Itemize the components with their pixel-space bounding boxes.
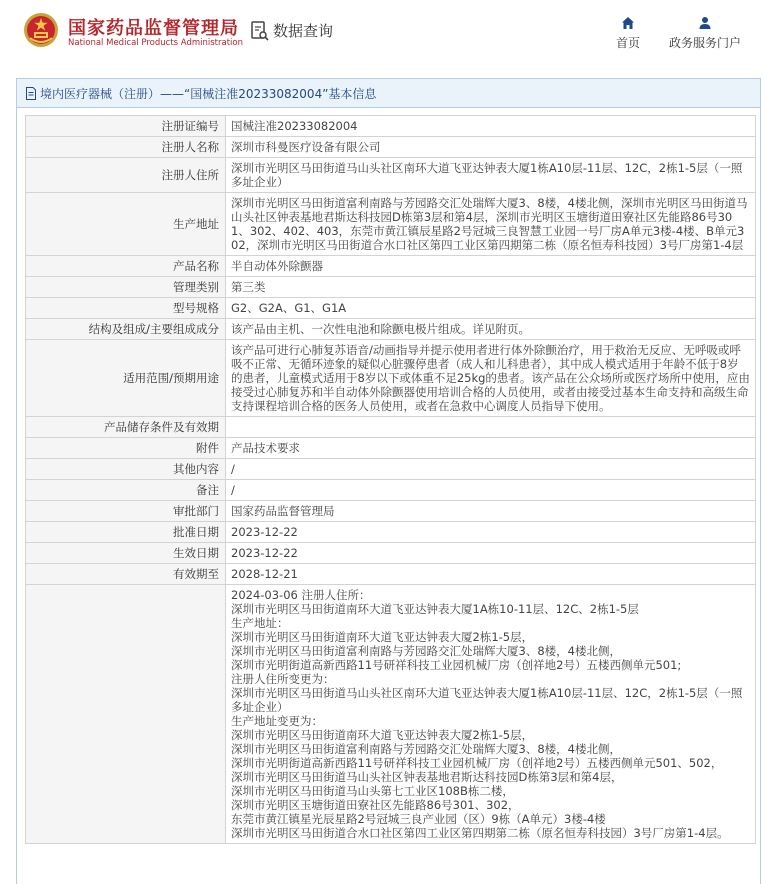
field-label: 型号规格	[26, 298, 226, 319]
breadcrumb-text: 境内医疗器械（注册）——“国械注准20233082004”基本信息	[40, 86, 377, 101]
breadcrumb	[17, 79, 760, 108]
table-row	[26, 158, 756, 193]
field-label: 备注	[26, 480, 226, 501]
table-row	[26, 298, 756, 319]
field-value: 第三类	[226, 277, 756, 298]
nav-service-portal[interactable]	[666, 16, 744, 51]
field-label: 附件	[26, 438, 226, 459]
field-value: 深圳市光明区马田街道马山头社区南环大道飞亚达钟表大厦1栋A10层-11层、12C，2栋1-5层（一照多址企业）	[226, 158, 756, 193]
field-label: 结构及组成/主要组成成分	[26, 319, 226, 340]
table-row	[26, 340, 756, 417]
detail-panel	[16, 78, 761, 884]
field-label: 有效期至	[26, 564, 226, 585]
field-label: 适用范围/预期用途	[26, 340, 226, 417]
field-label: 注册人住所	[26, 158, 226, 193]
table-row	[26, 319, 756, 340]
data-query-link[interactable]	[251, 20, 333, 41]
site-subtitle: National Medical Products Administration	[68, 38, 243, 48]
table-row	[26, 193, 756, 256]
field-label: 产品储存条件及有效期	[26, 417, 226, 438]
site-header	[0, 0, 763, 64]
table-row	[26, 277, 756, 298]
field-label: 批准日期	[26, 522, 226, 543]
table-row	[26, 585, 756, 844]
field-value	[226, 417, 756, 438]
nav-home-label: 首页	[615, 36, 640, 50]
field-value: 深圳市光明区马田街道富利南路与芳园路交汇处瑞辉大厦3、8楼，4楼北侧，深圳市光明区马田街道马山头社区钟表基地君斯达科技园D栋第3层和第4层，深圳市光明区玉塘街道田寮社区先能路86号301、302、402、403，东莞市黄江镇辰星路2号冠城三良智慧工业园一号厂房A单元3楼-4楼、B单元302，深圳市光明区马田街道合水口社区第四工业区第四期第二栋（原名恒寿科技园）3号厂房第1-4层	[226, 193, 756, 256]
field-value: /	[226, 480, 756, 501]
field-label: 管理类别	[26, 277, 226, 298]
field-value: 该产品可进行心肺复苏语音/动画指导并提示使用者进行体外除颤治疗，用于救治无反应、无呼吸或呼吸不正常、无循环迹象的疑似心脏骤停患者（成人和儿科患者），其中成人模式适用于年龄不低于8岁的患者，儿童模式适用于8岁以下或体重不足25kg的患者。该产品在公众场所或医疗场所中使用，应由接受过心肺复苏和半自动体外除颤器使用培训合格的人员使用，或者由接受过基本生命支持和高级生命支持课程培训合格的医务人员使用，或者在急救中心调度人员指导下使用。	[226, 340, 756, 417]
table-row	[26, 137, 756, 158]
table-row	[26, 564, 756, 585]
search-document-icon	[251, 21, 269, 41]
field-value: /	[226, 459, 756, 480]
table-row	[26, 480, 756, 501]
field-value: 2023-12-22	[226, 522, 756, 543]
field-value: G2、G2A、G1、G1A	[226, 298, 756, 319]
nav-portal-label: 政务服务门户	[668, 36, 741, 50]
table-row	[26, 438, 756, 459]
table-row	[26, 417, 756, 438]
field-label: 审批部门	[26, 501, 226, 522]
field-label: 产品名称	[26, 256, 226, 277]
user-icon	[698, 16, 712, 30]
field-value: 产品技术要求	[226, 438, 756, 459]
field-value: 国家药品监督管理局	[226, 501, 756, 522]
field-value: 深圳市科曼医疗设备有限公司	[226, 137, 756, 158]
field-label: 生产地址	[26, 193, 226, 256]
field-value: 半自动体外除颤器	[226, 256, 756, 277]
table-row	[26, 256, 756, 277]
field-label	[26, 585, 226, 844]
document-icon	[25, 87, 37, 100]
field-value: 2023-12-22	[226, 543, 756, 564]
national-emblem-icon	[23, 12, 59, 48]
field-value: 2024-03-06 注册人住所： 深圳市光明区马田街道南环大道飞亚达钟表大厦1A栋10-11层、12C、2栋1-5层 生产地址： 深圳市光明区马田街道南环大道飞亚达钟表大厦2栋1-5层， 深圳市光明区马田街道富利南路与芳园路交汇处瑞辉大厦3、8楼，4楼北侧， 深圳市光明街道高新西路11号研祥科技工业园机械厂房（创祥地2号）五楼西侧单元501; 注册人住所变更为： 深圳市光明区马田街道马山头社区南环大道飞亚达钟表大厦1栋A10层-11层、12C，2栋1-5层（一照多址企业） 生产地址变更为： 深圳市光明区马田街道南环大道飞亚达钟表大厦2栋1-5层， 深圳市光明区马田街道富利南路与芳园路交汇处瑞辉大厦3、8楼，4楼北侧， 深圳市光明街道高新西路11号研祥科技工业园机械厂房（创祥地2号）五楼西侧单元501、502， 深圳市光明区马田街道马山头社区钟表基地君斯达科技园D栋第3层和第4层， 深圳市光明区马田街道马山头第七工业区108B栋二楼， 深圳市光明区玉塘街道田寮社区先能路86号301、302， 东莞市黄江镇星光辰星路2号冠城三良产业园（区）9栋（A单元）3楼-4楼 深圳市光明区马田街道合水口社区第四工业区第四期第二栋（原名恒寿科技园）3号厂房第1-4层。	[226, 585, 756, 844]
home-icon	[621, 16, 635, 30]
field-label: 生效日期	[26, 543, 226, 564]
field-value: 2028-12-21	[226, 564, 756, 585]
field-label: 其他内容	[26, 459, 226, 480]
site-title: 国家药品监督管理局	[68, 18, 239, 39]
field-value: 该产品由主机、一次性电池和除颤电极片组成。详见附页。	[226, 319, 756, 340]
table-row	[26, 116, 756, 137]
table-row	[26, 522, 756, 543]
table-row	[26, 501, 756, 522]
table-row	[26, 459, 756, 480]
data-query-label: 数据查询	[273, 22, 334, 40]
record-table	[25, 115, 756, 844]
record-table-wrapper	[25, 115, 756, 844]
field-label: 注册人名称	[26, 137, 226, 158]
field-value: 国械注准20233082004	[226, 116, 756, 137]
nav-home[interactable]	[611, 16, 645, 51]
table-row	[26, 543, 756, 564]
field-label: 注册证编号	[26, 116, 226, 137]
